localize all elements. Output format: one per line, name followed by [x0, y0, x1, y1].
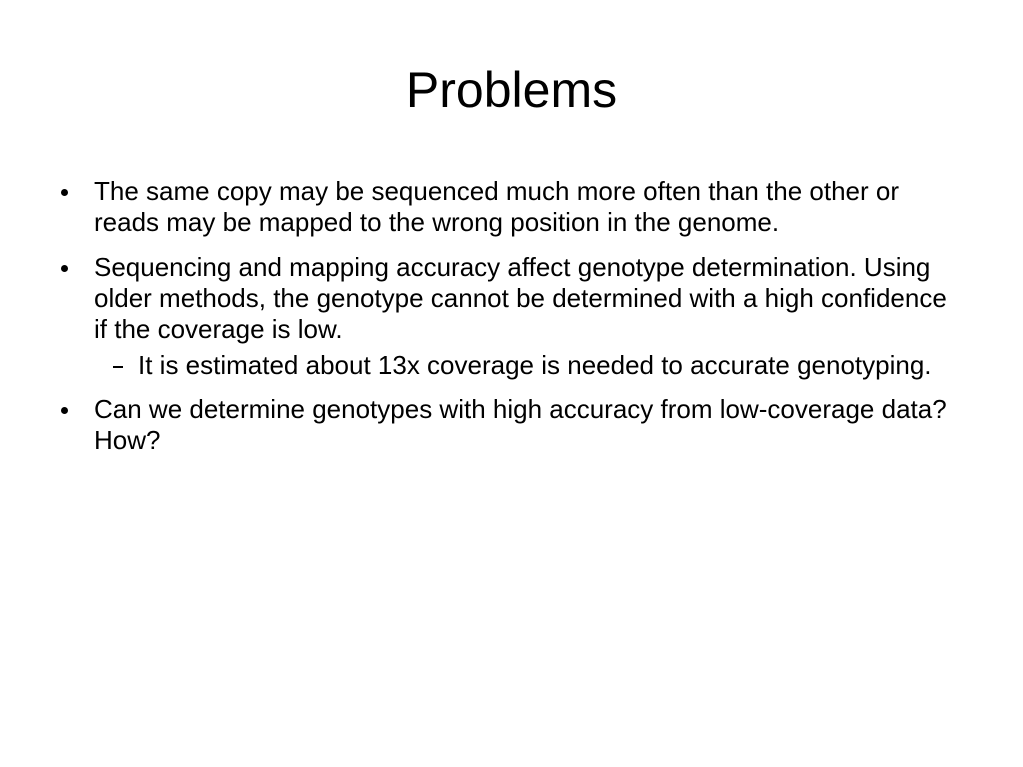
bullet-text: Sequencing and mapping accuracy affect genotype determination. Using older methods, the genotype cannot be determined with a high confidence if the coverage is low.: [94, 252, 947, 344]
sub-bullet-item: [94, 351, 948, 380]
bullet-dot-icon: [61, 265, 68, 272]
bullet-item: [58, 394, 948, 456]
sub-bullet-list: [94, 351, 948, 380]
bullet-text: The same copy may be sequenced much more often than the other or reads may be mapped to the wrong position in the genome.: [94, 176, 900, 237]
slide-title: Problems: [405, 62, 618, 118]
bullet-item: [58, 252, 948, 380]
bullet-dot-icon: [61, 407, 68, 414]
bullet-dot-icon: [61, 189, 68, 196]
bullet-text: Can we determine genotypes with high accuracy from low-coverage data? How?: [94, 394, 947, 455]
dash-icon: [113, 366, 123, 368]
sub-bullet-text: It is estimated about 13x coverage is needed to accurate genotyping.: [138, 350, 932, 380]
bullet-list: [58, 176, 948, 470]
bullet-item: [58, 176, 948, 238]
